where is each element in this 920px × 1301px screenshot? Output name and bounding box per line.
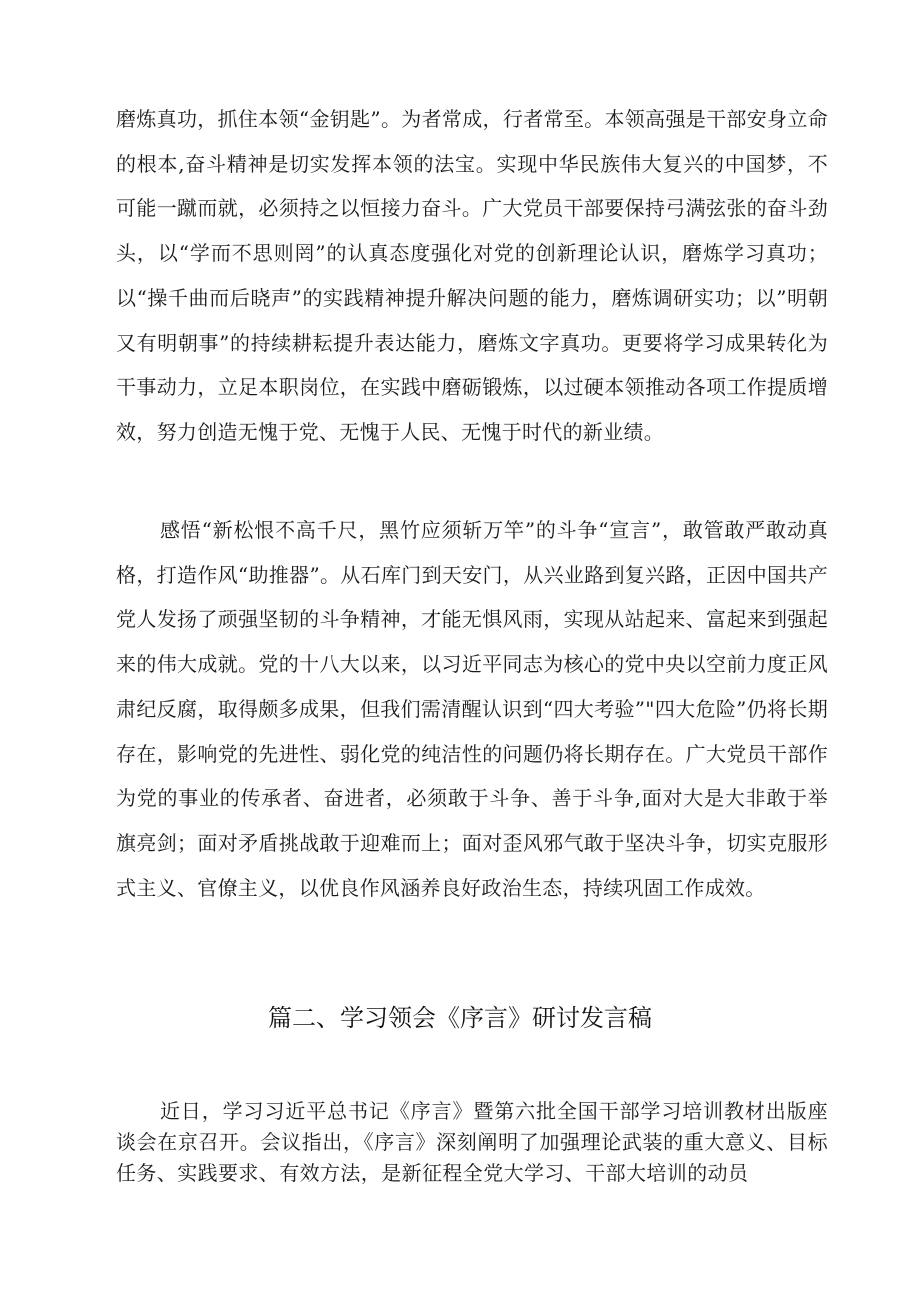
- section-heading: 篇二、学习领会《序言》研讨发言稿: [268, 1004, 652, 1032]
- body-paragraph-2: 感悟“新松恨不高千尺，黑竹应须斩万竿”的斗争“宣言”，敢管敢严敢动真格，打造作风“助推器”。从石库门到天安门，从兴业路到复兴路，正因中国共产党人发扬了顽强坚韧的斗争精神，才能无惧风雨，实现从站起来、富起来到强起来的伟大成就。党的十八大以来，以习近平同志为核心的党中央以空前力度正风肃纪反腐，取得颇多成果，但我们需清醒认识到“四大考验”"四大危险”仍将长期存在，影响党的先进性、弱化党的纯洁性的问题仍将长期存在。广大党员干部作为党的事业的传承者、奋进者，必须敢于斗争、善于斗争,面对大是大非敢于举旗亮剑；面对矛盾挑战敢于迎难而上；面对歪风邪气敢于坚决斗争，切实克服形式主义、官僚主义，以优良作风涵养良好政治生态，持续巩固工作成效。: [116, 518, 828, 900]
- body-paragraph-3: 近日，学习习近平总书记《序言》暨第六批全国干部学习培训教材出版座谈会在京召开。会议指出，《序言》深刻阐明了加强理论武装的重大意义、目标任务、实践要求、有效方法，是新征程全党大学习、干部大培训的动员: [116, 1099, 828, 1185]
- body-paragraph-1: 磨炼真功，抓住本领“金钥匙”。为者常成，行者常至。本领高强是干部安身立命的根本,奋斗精神是切实发挥本领的法宝。实现中华民族伟大复兴的中国梦，不可能一蹴而就，必须持之以恒接力奋斗。广大党员干部要保持弓满弦张的奋斗劲头，以“学而不思则罔”的认真态度强化对党的创新理论认识，磨炼学习真功；以“操千曲而后晓声”的实践精神提升解决问题的能力，磨炼调研实功；以”明朝又有明朝事”的持续耕耘提升表达能力，磨炼文字真功。更要将学习成果转化为干事动力，立足本职岗位，在实践中磨砺锻炼，以过硬本领推动各项工作提质增效，努力创造无愧于党、无愧于人民、无愧于时代的新业绩。: [116, 107, 828, 444]
